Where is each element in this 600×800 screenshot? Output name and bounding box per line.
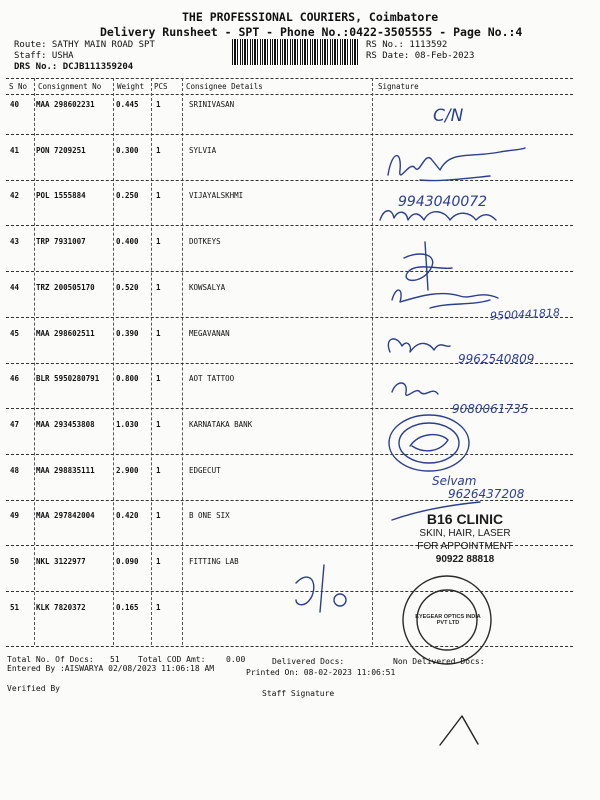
- row-consignee: FITTING LAB: [189, 557, 239, 566]
- row-consignment: MAA 298835111: [36, 466, 95, 475]
- handwriting-row-40: C/N: [433, 106, 464, 126]
- row-pcs: 1: [156, 100, 161, 109]
- col-header-consignment: Consignment No: [38, 82, 102, 91]
- total-docs-value: 51: [110, 655, 120, 664]
- row-weight: 0.300: [116, 146, 139, 155]
- row-pcs: 1: [156, 237, 161, 246]
- signature-row-42: [380, 211, 496, 220]
- row-weight: 0.800: [116, 374, 139, 383]
- signature-row-50-stroke: [320, 565, 324, 612]
- handwriting-row-42-phone: 9943040072: [398, 194, 488, 210]
- row-consignee: SRINIVASAN: [189, 100, 235, 109]
- signature-row-43: [404, 254, 452, 280]
- row-consignee: SYLVIA: [189, 146, 217, 155]
- rs-date: RS Date: 08-Feb-2023: [366, 51, 475, 61]
- row-sno: 47: [10, 420, 20, 429]
- signature-row-47: [410, 435, 448, 451]
- row-consignment: MAA 298602511: [36, 329, 95, 338]
- row-pcs: 1: [156, 191, 161, 200]
- total-docs-label: Total No. Of Docs:: [7, 655, 94, 664]
- row-sno: 50: [10, 557, 20, 566]
- cod-label: Total COD Amt:: [138, 655, 206, 664]
- signature-row-50-circle: [334, 594, 346, 606]
- row-sno: 40: [10, 100, 20, 109]
- row-sno: 48: [10, 466, 20, 475]
- handwriting-row-48-name: Selvam: [432, 474, 477, 488]
- table-bottom-rule: [6, 646, 573, 647]
- row-pcs: 1: [156, 603, 161, 612]
- non-delivered-docs-label: Non Delivered Docs:: [393, 657, 485, 666]
- row-weight: 0.445: [116, 100, 139, 109]
- signature-row-41: [388, 148, 525, 175]
- signature-row-45: [388, 339, 450, 352]
- clinic-stamp-phone: 90922 88818: [435, 554, 495, 565]
- cod-value: 0.00: [226, 655, 246, 664]
- handwriting-row-46-phone: 9080061735: [452, 402, 529, 416]
- row-weight: 0.165: [116, 603, 139, 612]
- route-label: Route: SATHY MAIN ROAD SPT: [14, 40, 155, 50]
- row-sno: 44: [10, 283, 20, 292]
- clinic-stamp-line3: FOR APPOINTMENT: [417, 541, 513, 552]
- row-consignment: MAA 297842004: [36, 511, 95, 520]
- signature-row-41-underline: [420, 176, 490, 181]
- signature-row-44-strike: [430, 300, 490, 308]
- row-weight: 0.250: [116, 191, 139, 200]
- row-sno: 46: [10, 374, 20, 383]
- row-consignment: NKL 3122977: [36, 557, 86, 566]
- row-pcs: 1: [156, 329, 161, 338]
- col-header-pcs: PCS: [154, 82, 168, 91]
- row-consignment: MAA 293453808: [36, 420, 95, 429]
- row-weight: 0.090: [116, 557, 139, 566]
- row-sno: 51: [10, 603, 20, 612]
- delivered-docs-label: Delivered Docs:: [272, 657, 345, 666]
- row-pcs: 1: [156, 283, 161, 292]
- bank-seal-inner: [399, 423, 459, 463]
- row-weight: 0.390: [116, 329, 139, 338]
- company-name: THE PROFESSIONAL COURIERS, Coimbatore: [182, 10, 439, 24]
- row-consignment: KLK 7820372: [36, 603, 86, 612]
- row-consignee: B ONE SIX: [189, 511, 230, 520]
- row-weight: 0.400: [116, 237, 139, 246]
- col-header-sno: S No: [9, 82, 28, 91]
- runsheet-title: Delivery Runsheet - SPT - Phone No.:0422-3505555 - Page No.:4: [100, 25, 523, 39]
- row-consignee: KARNATAKA BANK: [189, 420, 253, 429]
- row-pcs: 1: [156, 374, 161, 383]
- row-consignee: EDGECUT: [189, 466, 221, 475]
- row-consignee: DOTKEYS: [189, 237, 221, 246]
- row-consignee: KOWSALYA: [189, 283, 226, 292]
- staff-signature-label: Staff Signature: [262, 689, 335, 698]
- signature-row-46: [392, 383, 438, 395]
- row-consignment: MAA 298602231: [36, 100, 95, 109]
- col-header-weight: Weight: [117, 82, 145, 91]
- row-sno: 43: [10, 237, 20, 246]
- row-consignee: VIJAYALSKHMI: [189, 191, 244, 200]
- signature-row-50: [296, 577, 314, 605]
- drs-number: DRS No.: DCJB111359204: [14, 62, 134, 72]
- verified-by-label: Verified By: [7, 684, 60, 693]
- row-pcs: 1: [156, 557, 161, 566]
- row-consignment: POL 1555884: [36, 191, 86, 200]
- printed-on: Printed On: 08-02-2023 11:06:51: [246, 668, 396, 677]
- col-header-consignee: Consignee Details: [186, 82, 263, 91]
- row-sno: 49: [10, 511, 20, 520]
- row-pcs: 1: [156, 511, 161, 520]
- signature-row-44: [392, 290, 498, 302]
- handwriting-row-45-phone: 9962540809: [458, 352, 535, 366]
- row-weight: 0.420: [116, 511, 139, 520]
- handwriting-row-48-phone: 9626437208: [448, 487, 525, 501]
- optics-stamp-text: EYEGEAR OPTICS INDIA PVT LTD: [415, 614, 481, 626]
- rs-number: RS No.: 1113592: [366, 40, 448, 50]
- row-sno: 41: [10, 146, 20, 155]
- row-weight: 0.520: [116, 283, 139, 292]
- row-consignment: TRZ 200505170: [36, 283, 95, 292]
- staff-label: Staff: USHA: [14, 51, 74, 61]
- row-weight: 2.900: [116, 466, 139, 475]
- row-pcs: 1: [156, 146, 161, 155]
- row-consignee: MEGAVANAN: [189, 329, 230, 338]
- row-sno: 45: [10, 329, 20, 338]
- row-consignee: AOT TATTOO: [189, 374, 235, 383]
- signature-row-43-stroke: [425, 242, 428, 290]
- clinic-stamp-line2: SKIN, HAIR, LASER: [419, 528, 511, 539]
- row-consignment: BLR 5950280791: [36, 374, 100, 383]
- clinic-stamp-name: B16 CLINIC: [426, 511, 504, 527]
- row-pcs: 1: [156, 466, 161, 475]
- row-weight: 1.030: [116, 420, 139, 429]
- row-consignment: TRP 7931007: [36, 237, 86, 246]
- row-pcs: 1: [156, 420, 161, 429]
- col-header-signature: Signature: [378, 82, 419, 91]
- staff-signature-mark: [440, 716, 478, 745]
- handwriting-row-44-phone: 9500441818: [489, 306, 561, 323]
- entered-by: Entered By :AISWARYA 02/08/2023 11:06:18 AM: [7, 664, 215, 673]
- row-consignment: PON 7209251: [36, 146, 86, 155]
- row-sno: 42: [10, 191, 20, 200]
